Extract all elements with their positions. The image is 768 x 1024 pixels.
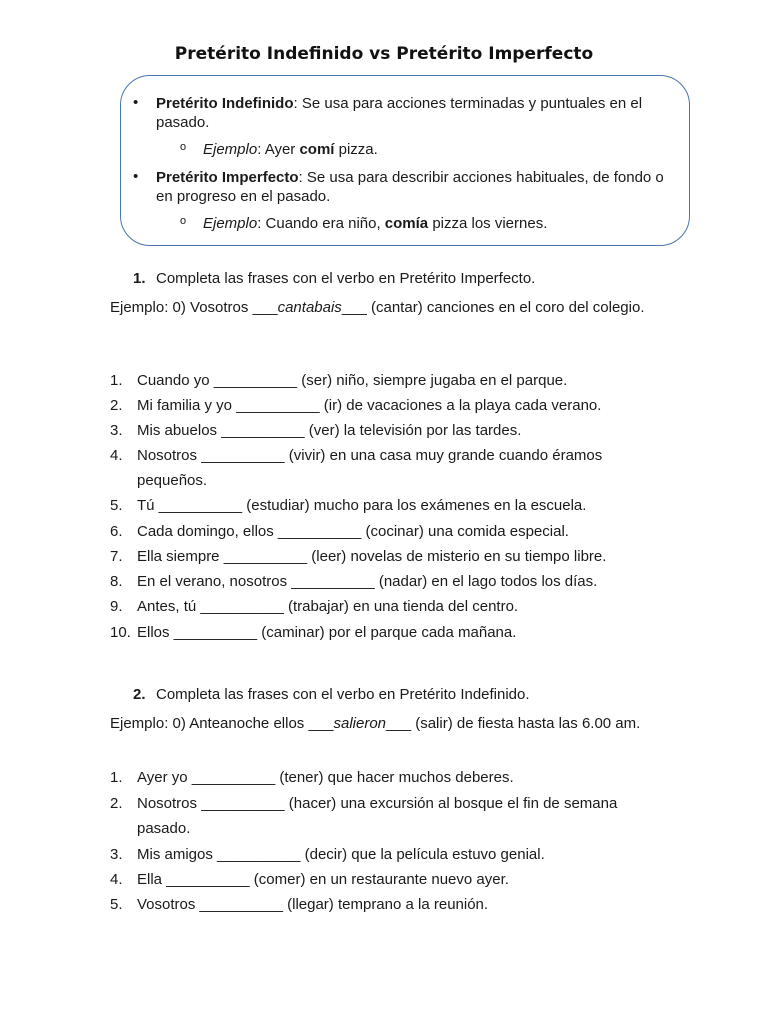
sub-bullet: o: [180, 215, 187, 227]
example-pre: : Ayer: [257, 141, 300, 158]
item-number: 4.: [110, 871, 123, 888]
item-text: Nosotros __________ (hacer) una excursión al bosque el fin de semana pasado.: [137, 795, 618, 837]
example-post: pizza los viernes.: [428, 215, 548, 232]
section-heading-text: Completa las frases con el verbo en Pretérito Imperfecto.: [156, 270, 536, 287]
item-text: En el verano, nosotros __________ (nadar) en el lago todos los días.: [137, 573, 598, 590]
item-text: Cuando yo __________ (ser) niño, siempre jugaba en el parque.: [137, 372, 568, 389]
item-text: Antes, tú __________ (trabajar) en una tienda del centro.: [137, 598, 519, 615]
item-number: 7.: [110, 548, 123, 565]
item-text: Mis amigos __________ (decir) que la película estuvo genial.: [137, 846, 545, 863]
item-number: 1.: [110, 372, 123, 389]
section1-heading: [133, 270, 535, 287]
description: : Se usa para acciones terminadas y puntuales en el pasado.: [156, 95, 643, 131]
item-number: 6.: [110, 523, 123, 540]
item-number: 2.: [110, 795, 123, 812]
bullet-dot: •: [133, 94, 139, 111]
item-number: 10.: [110, 624, 131, 641]
sub-bullet: o: [180, 141, 187, 153]
item-number: 3.: [110, 846, 123, 863]
description: : Se usa para describir acciones habituales, de fondo o en progreso en el pasado.: [156, 169, 664, 205]
item-number: 3.: [110, 422, 123, 439]
summary-box: [120, 75, 690, 246]
section-number: 2.: [133, 686, 146, 703]
section-heading-text: Completa las frases con el verbo en Pretérito Indefinido.: [156, 686, 530, 703]
term: Pretérito Imperfecto: [156, 169, 299, 186]
page-title: Pretérito Indefinido vs Pretérito Imperfecto: [174, 44, 594, 64]
item-text: Ellos __________ (caminar) por el parque cada mañana.: [137, 624, 517, 641]
item-text: Cada domingo, ellos __________ (cocinar) una comida especial.: [137, 523, 569, 540]
example-answer: salieron: [333, 715, 387, 732]
example-label: Ejemplo: [203, 215, 258, 232]
example-pre: : Cuando era niño,: [257, 215, 385, 232]
item-number: 9.: [110, 598, 123, 615]
example-verb: comí: [299, 141, 335, 158]
item-number: 5.: [110, 497, 123, 514]
item-number: 2.: [110, 397, 123, 414]
example-post: ___ (salir) de fiesta hasta las 6.00 am.: [386, 715, 641, 732]
item-text: Vosotros __________ (llegar) temprano a la reunión.: [137, 896, 489, 913]
bullet-text: [156, 168, 666, 206]
example-pre: Ejemplo: 0) Anteanoche ellos ___: [110, 715, 334, 732]
item-number: 4.: [110, 447, 123, 464]
example-answer: cantabais: [277, 299, 342, 316]
item-number: 1.: [110, 769, 123, 786]
item-text: Mis abuelos __________ (ver) la televisión por las tardes.: [137, 422, 522, 439]
item-number: 5.: [110, 896, 123, 913]
item-text: Mi familia y yo __________ (ir) de vacaciones a la playa cada verano.: [137, 397, 602, 414]
section2-heading: [133, 686, 530, 703]
item-text: Ayer yo __________ (tener) que hacer muchos deberes.: [137, 769, 514, 786]
example-post: ___ (cantar) canciones en el coro del colegio.: [341, 299, 645, 316]
example-text: [203, 140, 663, 159]
term: Pretérito Indefinido: [156, 95, 294, 112]
example-post: pizza.: [334, 141, 378, 158]
bullet-text: [156, 94, 666, 132]
example-pre: Ejemplo: 0) Vosotros ___: [110, 299, 278, 316]
section-number: 1.: [133, 270, 146, 287]
section1-example: [110, 298, 650, 317]
bullet-dot: •: [133, 168, 139, 185]
item-text: Ella siempre __________ (leer) novelas de misterio en su tiempo libre.: [137, 548, 607, 565]
item-text: Nosotros __________ (vivir) en una casa muy grande cuando éramos pequeños.: [137, 447, 603, 489]
section2-example: [110, 714, 650, 733]
example-label: Ejemplo: [203, 141, 258, 158]
example-verb: comía: [384, 215, 429, 232]
item-text: Ella __________ (comer) en un restaurante nuevo ayer.: [137, 871, 509, 888]
example-text: [203, 214, 663, 233]
item-number: 8.: [110, 573, 123, 590]
item-text: Tú __________ (estudiar) mucho para los exámenes en la escuela.: [137, 497, 587, 514]
